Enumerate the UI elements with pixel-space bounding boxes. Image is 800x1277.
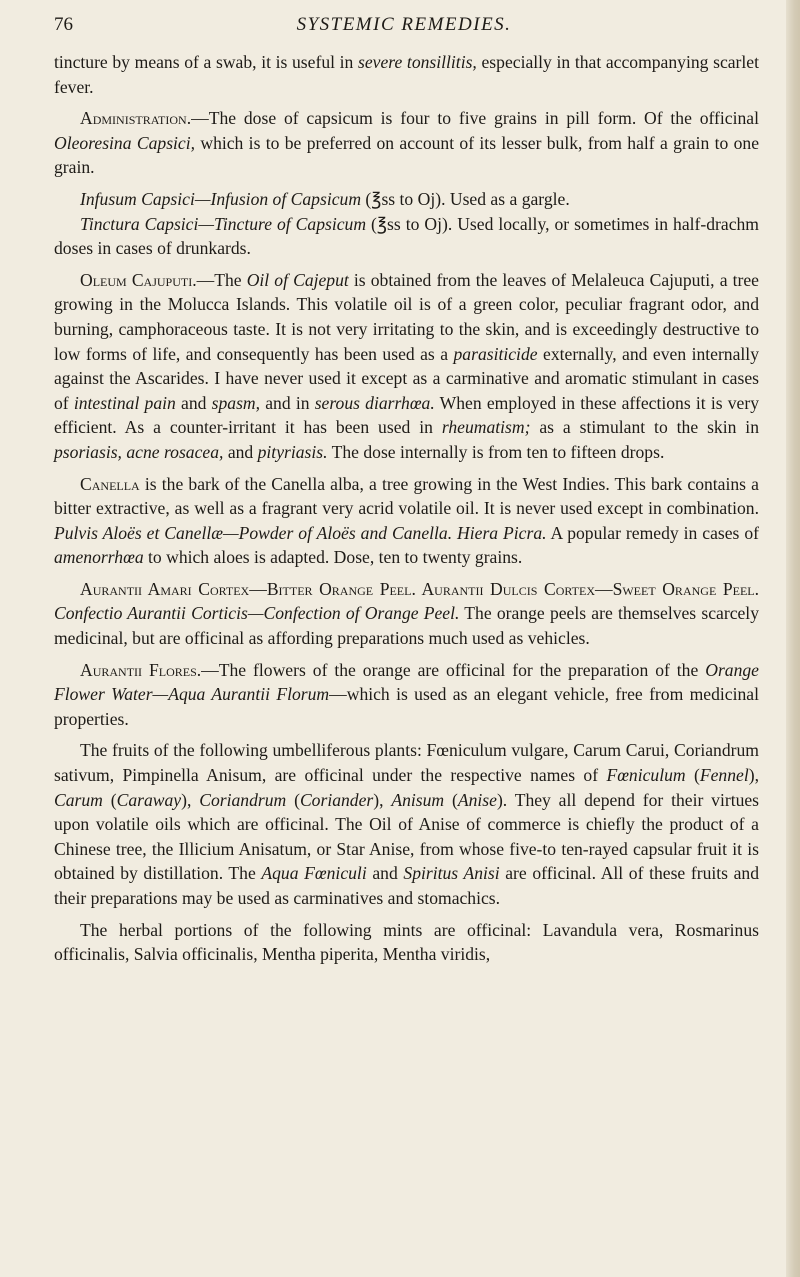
- emphasis-run: Confectio Aurantii Corticis—Confection of Orange Peel.: [54, 603, 460, 624]
- text-run: and: [223, 441, 258, 462]
- emphasis-run: intestinal pain: [73, 392, 176, 413]
- text-run: —The flowers of the orange are officinal for the preparation of the: [201, 659, 706, 680]
- emphasis-run: Fennel: [699, 765, 749, 786]
- text-run: (: [102, 789, 117, 810]
- emphasis-run: Oleoresina Capsici,: [54, 132, 196, 153]
- text-run: (: [444, 789, 458, 810]
- running-head: [54, 14, 754, 40]
- text-run: tincture by means of a swab, it is useful in: [54, 52, 358, 72]
- text-run: (: [685, 765, 700, 786]
- text-run: and in: [260, 392, 315, 413]
- text-run: to which aloes is adapted. Dose, ten to twenty grains.: [143, 547, 523, 568]
- text-run: ). They all depend for their virtues upon volatile oils which are officinal. The Oil of Anise of commerce is chiefly the product of a Chinese tree, the Illicium Anisatum, or Star Anise, from whose five-to ten-rayed capsular fruit it is obtained by distillation. The: [54, 789, 760, 884]
- text-run: especially in that accompanying scarlet fever.: [54, 52, 760, 97]
- text-run: The dose internally is from ten to fifteen drops.: [327, 441, 665, 462]
- emphasis-run: Caraway: [116, 789, 182, 810]
- text-run: ),: [373, 789, 392, 810]
- text-run: externally, and even internally against the Ascarides. I have never used it except as a carminative and aromatic stimulant in cases of: [54, 343, 759, 413]
- paragraph-infusum-capsici: [54, 187, 759, 212]
- emphasis-run: Infusum Capsici—Infusion of Capsicum: [80, 188, 362, 209]
- emphasis-run: parasiticide: [453, 343, 538, 364]
- text-run: When employed in these affections it is very efficient. As a counter-irritant it has been used in: [54, 392, 760, 438]
- emphasis-run: Fœniculum: [606, 765, 686, 786]
- text-run: —The dose of capsicum is four to five grains in pill form. Of the officinal: [191, 108, 759, 129]
- text-run: A popular remedy in cases of: [546, 522, 759, 543]
- text-run: (: [286, 789, 300, 810]
- emphasis-run: Spiritus Anisi: [403, 863, 500, 884]
- page-edge-shadow: [786, 0, 800, 1277]
- text-run: The orange peels are themselves scarcely medicinal, but are officinal as affording preparations much used as vehicles.: [54, 603, 759, 649]
- text-run: (℥ss to Oj). Used as a gargle.: [361, 188, 570, 209]
- paragraph-aurantii-cortex: [54, 577, 759, 651]
- emphasis-run: Coriander: [299, 789, 374, 810]
- section-heading: Canella: [80, 473, 140, 494]
- section-heading: Oleum Cajuputi.: [80, 269, 197, 290]
- text-run: and: [366, 863, 404, 884]
- emphasis-run: spasm,: [211, 392, 261, 413]
- paragraph-administration: [54, 106, 759, 180]
- text-run: ),: [181, 789, 200, 810]
- text-run: The herbal portions of the following mints are officinal: Lavandula vera, Rosmarinus officinalis, Salvia officinalis, Mentha piperita, Mentha viridis,: [54, 919, 759, 965]
- page-number: 76: [54, 14, 73, 35]
- paragraph-tinctura-capsici: [54, 212, 759, 261]
- text-run: as a stimulant to the skin in: [530, 417, 759, 438]
- emphasis-run: Aqua Fœniculi: [261, 863, 367, 884]
- emphasis-run: Anise: [457, 789, 497, 810]
- text-run: and: [175, 392, 212, 413]
- paragraph-umbelliferous: [54, 738, 759, 910]
- text-run: is the bark of the Canella alba, a tree growing in the West Indies. This bark contains a bitter extractive, as well as a fragrant very acrid volatile oil. It is never used except in combination.: [54, 473, 759, 519]
- section-heading: Aurantii Amari Cortex—Bitter Orange Peel. Aurantii Dulcis Cortex—Sweet Orange Peel.: [80, 578, 759, 599]
- text-run: —The: [196, 269, 247, 290]
- text-run: (℥ss to Oj). Used locally, or sometimes in half-drachm doses in cases of drunkards.: [54, 213, 759, 259]
- text-run: —which is used as an elegant vehicle, free from medicinal properties.: [54, 684, 759, 729]
- paragraph-aurantii-flores: [54, 658, 759, 732]
- emphasis-run: Tinctura Capsici—Tincture of Capsicum: [80, 213, 367, 234]
- emphasis-run: rheumatism;: [441, 417, 531, 438]
- text-run: ),: [748, 765, 759, 786]
- text-run: is obtained from the leaves of Melaleuca Cajuputi, a tree growing in the Molucca Islands. This volatile oil is of a green color, peculiar fragrant odor, and burning, camphoraceous taste. It is not very irritating to the skin, and is exceedingly destructive to low forms of life, and consequently has been used as a: [54, 269, 759, 364]
- emphasis-run: Orange Flower Water—Aqua Aurantii Florum: [54, 659, 759, 705]
- running-title: SYSTEMIC REMEDIES.: [296, 14, 512, 35]
- emphasis-run: psoriasis, acne rosacea,: [54, 441, 224, 462]
- emphasis-run: Anisum: [391, 789, 445, 810]
- text-run: The fruits of the following umbelliferous plants: Fœniculum vulgare, Carum Carui, Coriandrum sativum, Pimpinella Anisum, are officinal under the respective names of: [54, 740, 759, 786]
- emphasis-run: Oil of Cajeput: [246, 269, 349, 290]
- section-heading: Aurantii Flores.: [80, 659, 202, 680]
- emphasis-run: Coriandrum: [199, 789, 287, 810]
- text-run: are officinal. All of these fruits and their preparations may be used as carminatives and stomachics.: [54, 863, 760, 908]
- paragraph-tincture-swab: [54, 50, 759, 99]
- paragraph-herbal-mints: [54, 918, 759, 967]
- paragraph-oleum-cajuputi: [54, 268, 759, 465]
- emphasis-run: Pulvis Aloës et Canellæ—Powder of Aloës and Canella. Hiera Picra.: [54, 522, 547, 543]
- emphasis-run: pityriasis.: [257, 441, 328, 462]
- emphasis-run: severe tonsillitis,: [358, 52, 477, 72]
- emphasis-run: amenorrhœa: [54, 547, 144, 568]
- emphasis-run: serous diarrhœa.: [314, 392, 435, 413]
- section-heading: Administration.: [80, 108, 192, 129]
- emphasis-run: Carum: [54, 789, 103, 810]
- body-text: [54, 50, 759, 974]
- text-run: which is to be preferred on account of its lesser bulk, from half a grain to one grain.: [54, 132, 759, 178]
- paragraph-canella: [54, 472, 759, 570]
